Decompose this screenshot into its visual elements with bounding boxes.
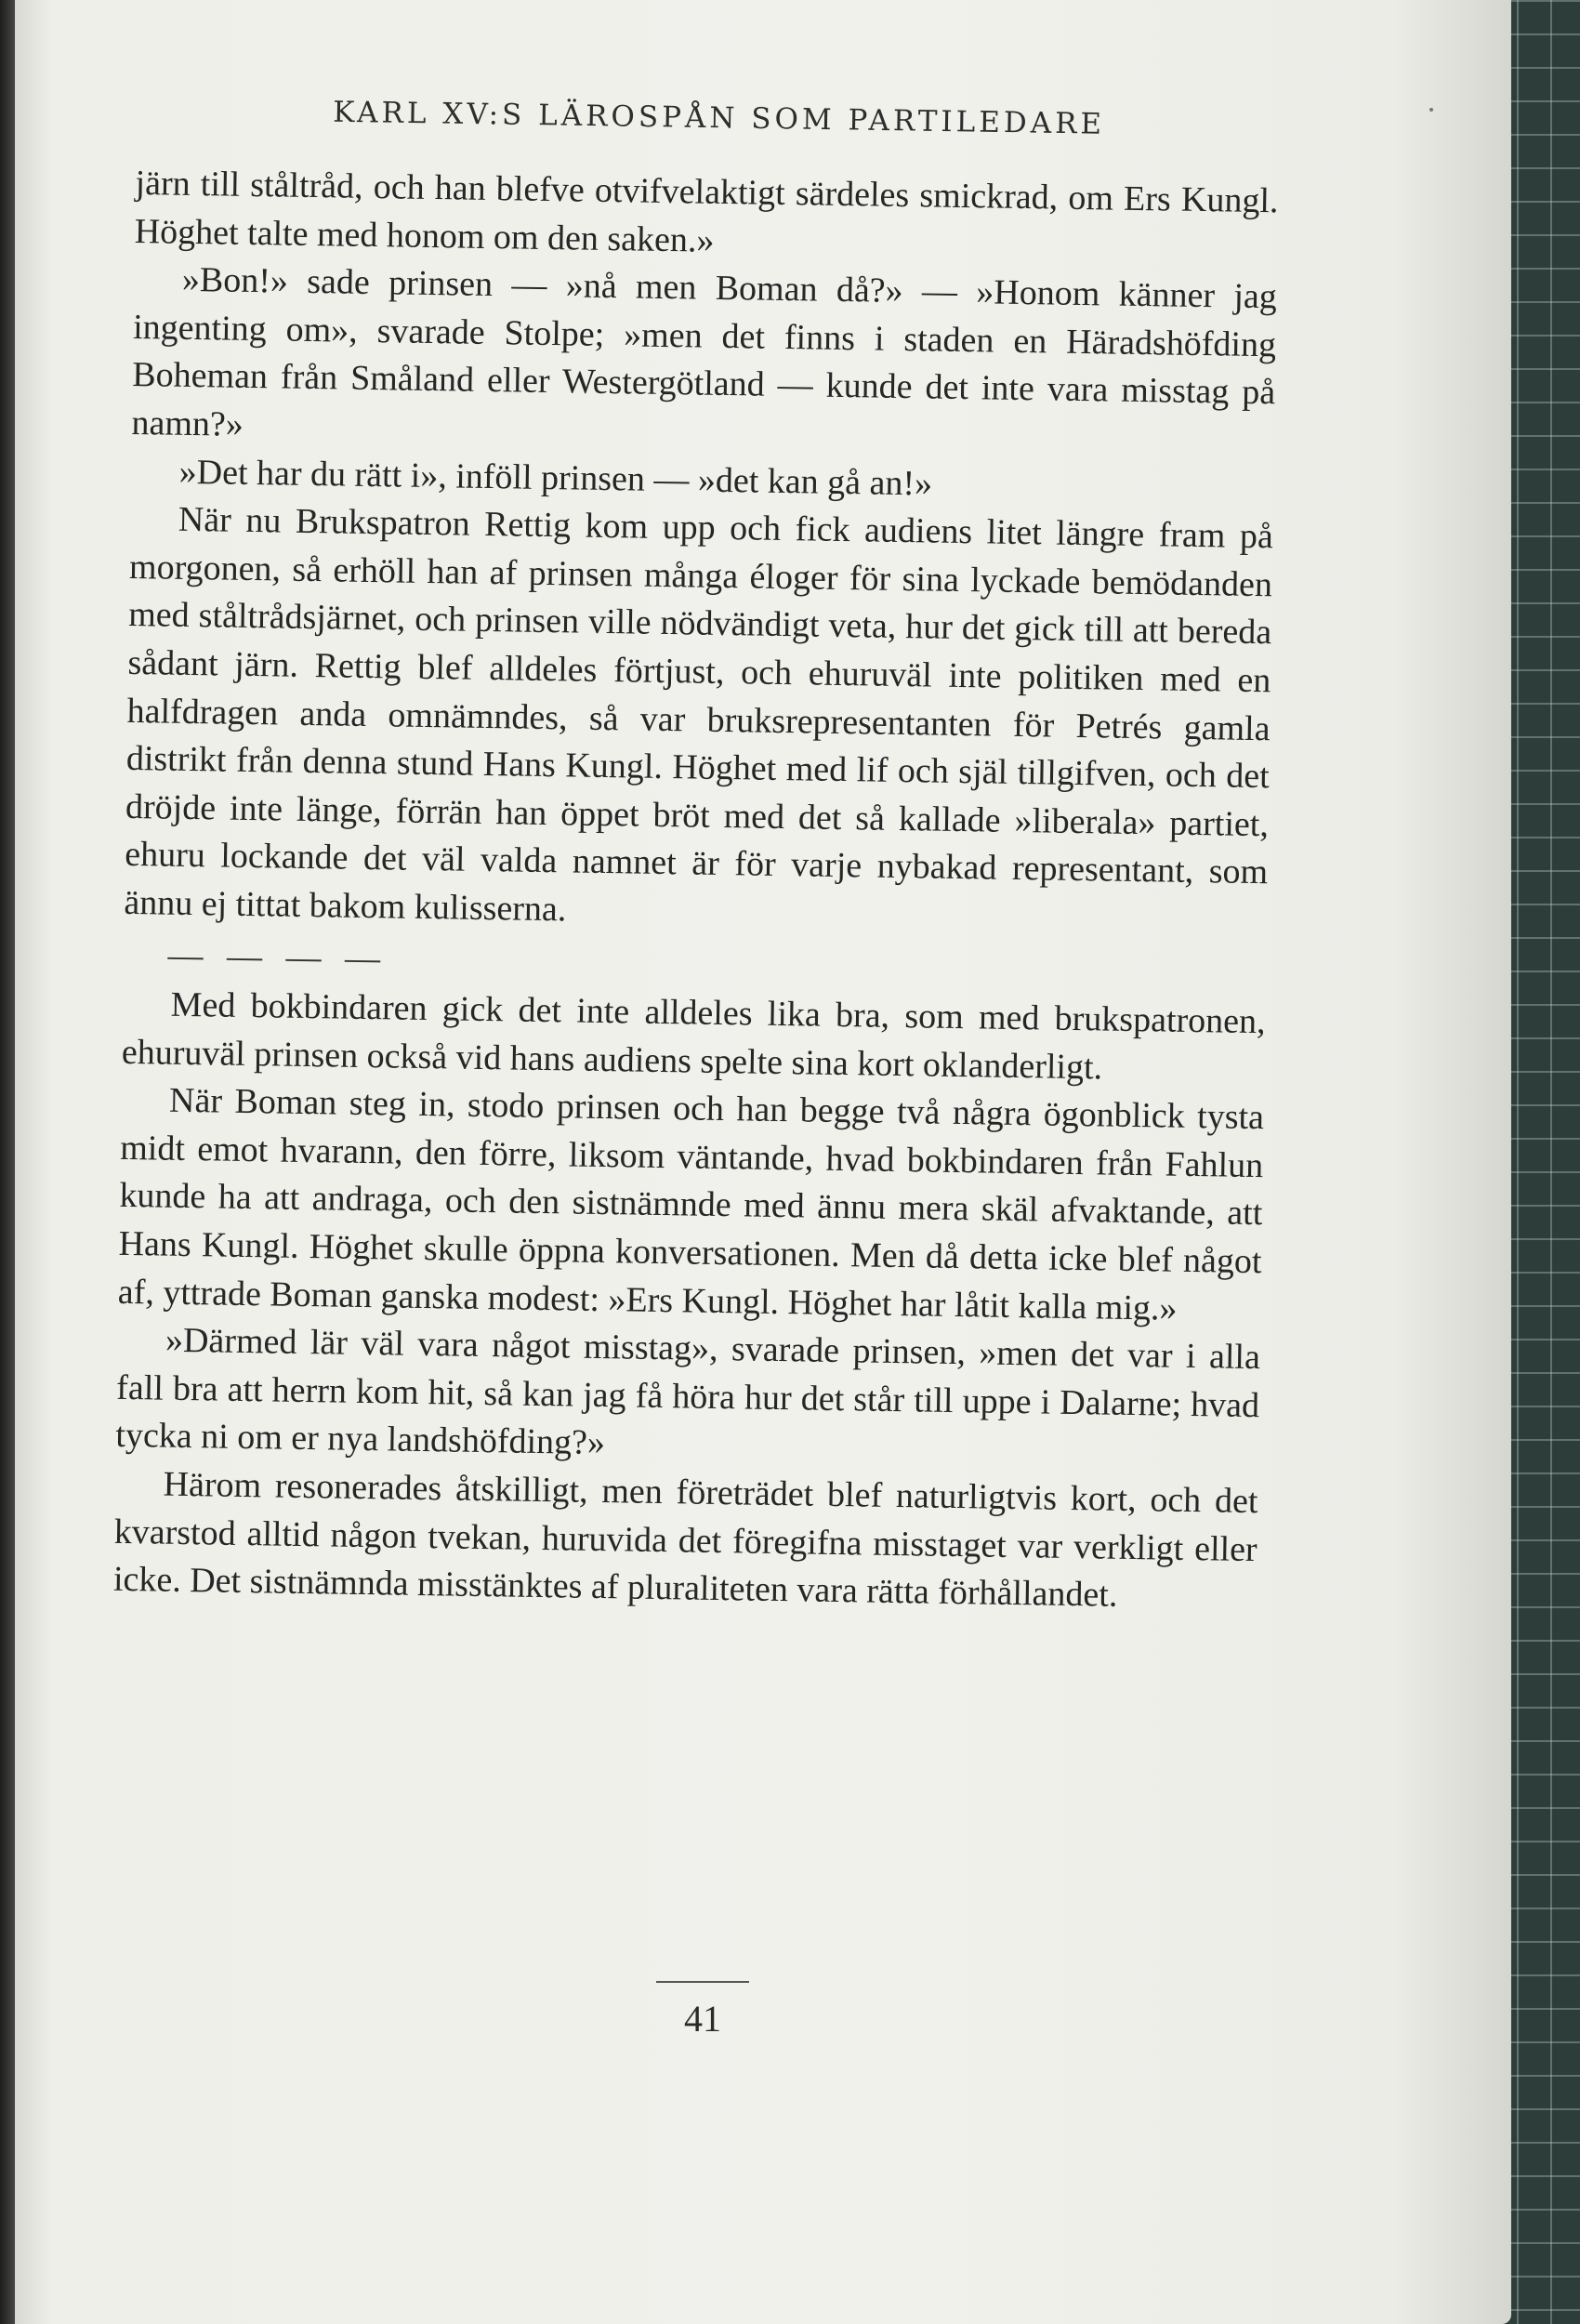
paragraph: järn till ståltråd, och han blefve otvifvelaktigt särdeles smickrad, om Ers Kungl. Höghet talte med honom om den saken.» [134, 163, 1279, 260]
paragraph: »Därmed lär väl vara något misstag», svarade prinsen, »men det var i alla fall bra att herrn kom hit, så kan jag få höra hur det står till uppe i Dalarne; hvad tycka ni om er nya landshöfding?» [115, 1320, 1261, 1463]
running-header: KARL XV:S LÄROSPÅN SOM PARTILEDARE [332, 95, 1106, 141]
paragraph: Med bokbindaren gick det inte alldeles lika bra, som med brukspatronen, ehuruväl prinsen också vid hans audiens spelte sina kort oklanderligt. [121, 984, 1266, 1088]
section-separator: — — — — [167, 935, 388, 978]
paragraph: När Boman steg in, stodo prinsen och han begge två några ögonblick tysta midt emot hvarann, den förre, liksom väntande, hvad bokbindaren från Fahlun kunde ha att andraga, och den sistnämnde med ännu mera skäl afvaktande, att Hans Kungl. Höghet skulle öppna konversationen. Men då detta icke blef något af, yttrade Boman ganska modest: »Ers Kungl. Höghet har låtit kalla mig.» [117, 1080, 1265, 1328]
footer-rule [656, 1981, 749, 1983]
paragraph: Härom resonerades åtskilligt, men företrädet blef naturligtvis kort, och det kvarstod alltid någon tvekan, huruvida det föregifna misstaget var verkligt eller icke. Det sistnämnda misstänktes af pluraliteten vara rätta förhållandet. [112, 1464, 1258, 1615]
page-number: 41 [684, 1998, 721, 2040]
page-body [113, 160, 1279, 1622]
book-page [15, 0, 1511, 2324]
paragraph: »Det har du rätt i», inföll prinsen — »det kan gå an!» [178, 452, 933, 504]
paragraph: När nu Brukspatron Rettig kom upp och fick audiens litet längre fram på morgonen, så erhöll han af prinsen många éloger för sina lyckade bemödanden med ståltrådsjärnet, och prinsen ville nödvändigt veta, hur det gick till att bereda sådant järn. Rettig blef alldeles förtjust, och ehuruväl inte politiken med en halfdragen anda omnämndes, så var bruksrepresentanten för Petrés gamla distrikt från denna stund Hans Kungl. Höghet med lif och själ tillgifven, och det dröjde inte länge, förrän han öppet bröt med det så kallade »liberala» partiet, ehuru lockande det väl valda namnet är för varje nybakad representant, som ännu ej tittat bakom kulisserna. [124, 499, 1274, 930]
paragraph: »Bon!» sade prinsen — »nå men Boman då?» — »Honom känner jag ingenting om», svarade Stolpe; »men det finns i staden en Häradshöfding Boheman från Småland eller Westergötland — kunde det inte vara misstag på namn?» [131, 259, 1278, 444]
page-speck [1429, 108, 1433, 112]
